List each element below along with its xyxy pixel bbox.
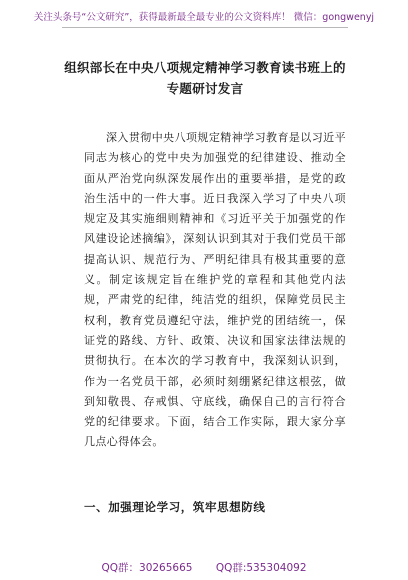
section-heading: 一、加强理论学习，筑牢思想防线 [84,500,266,514]
footer-qq-group-1: QQ群：30265665 [101,562,193,574]
header-notice: 关注头条号“公文研究”，获得最新最全最专业的公文资料库！ 微信：gongwenyj [33,12,375,23]
header-divider [62,27,348,28]
footer-qq-group-2: QQ群:535304092 [215,562,307,574]
document-title: 组织部长在中央八项规定精神学习教育读书班上的专题研讨发言 [64,60,346,96]
footer [0,560,408,575]
body-paragraph: 深入贯彻中央八项规定精神学习教育是以习近平同志为核心的党中央为加强党的纪律建设、推动全面从严治党向纵深发展作出的重要举措，是党的政治生活中的一件大事。近日我深入学习了中央八项规定及其实施细则精神和《习近平关于加强党的作风建设论述摘编》，深刻认识到其对于我们党员干部提高认识、规范行为、严明纪律具有极其重要的意义。制定该规定旨在维护党的章程和其他党内法规，严肃党的纪律，纯洁党的组织，保障党员民主权利，教育党员遵纪守法，维护党的团结统一，保证党的路线、方针、政策、决议和国家法律法规的贯彻执行。在本次的学习教育中，我深刻认识到，作为一名党员干部，必须时刻绷紧纪律这根弦，做到知敬畏、存戒惧、守底线，确保自己的言行符合党的纪律要求。下面，结合工作实际，跟大家分享几点心得体会。 [84,131,346,449]
